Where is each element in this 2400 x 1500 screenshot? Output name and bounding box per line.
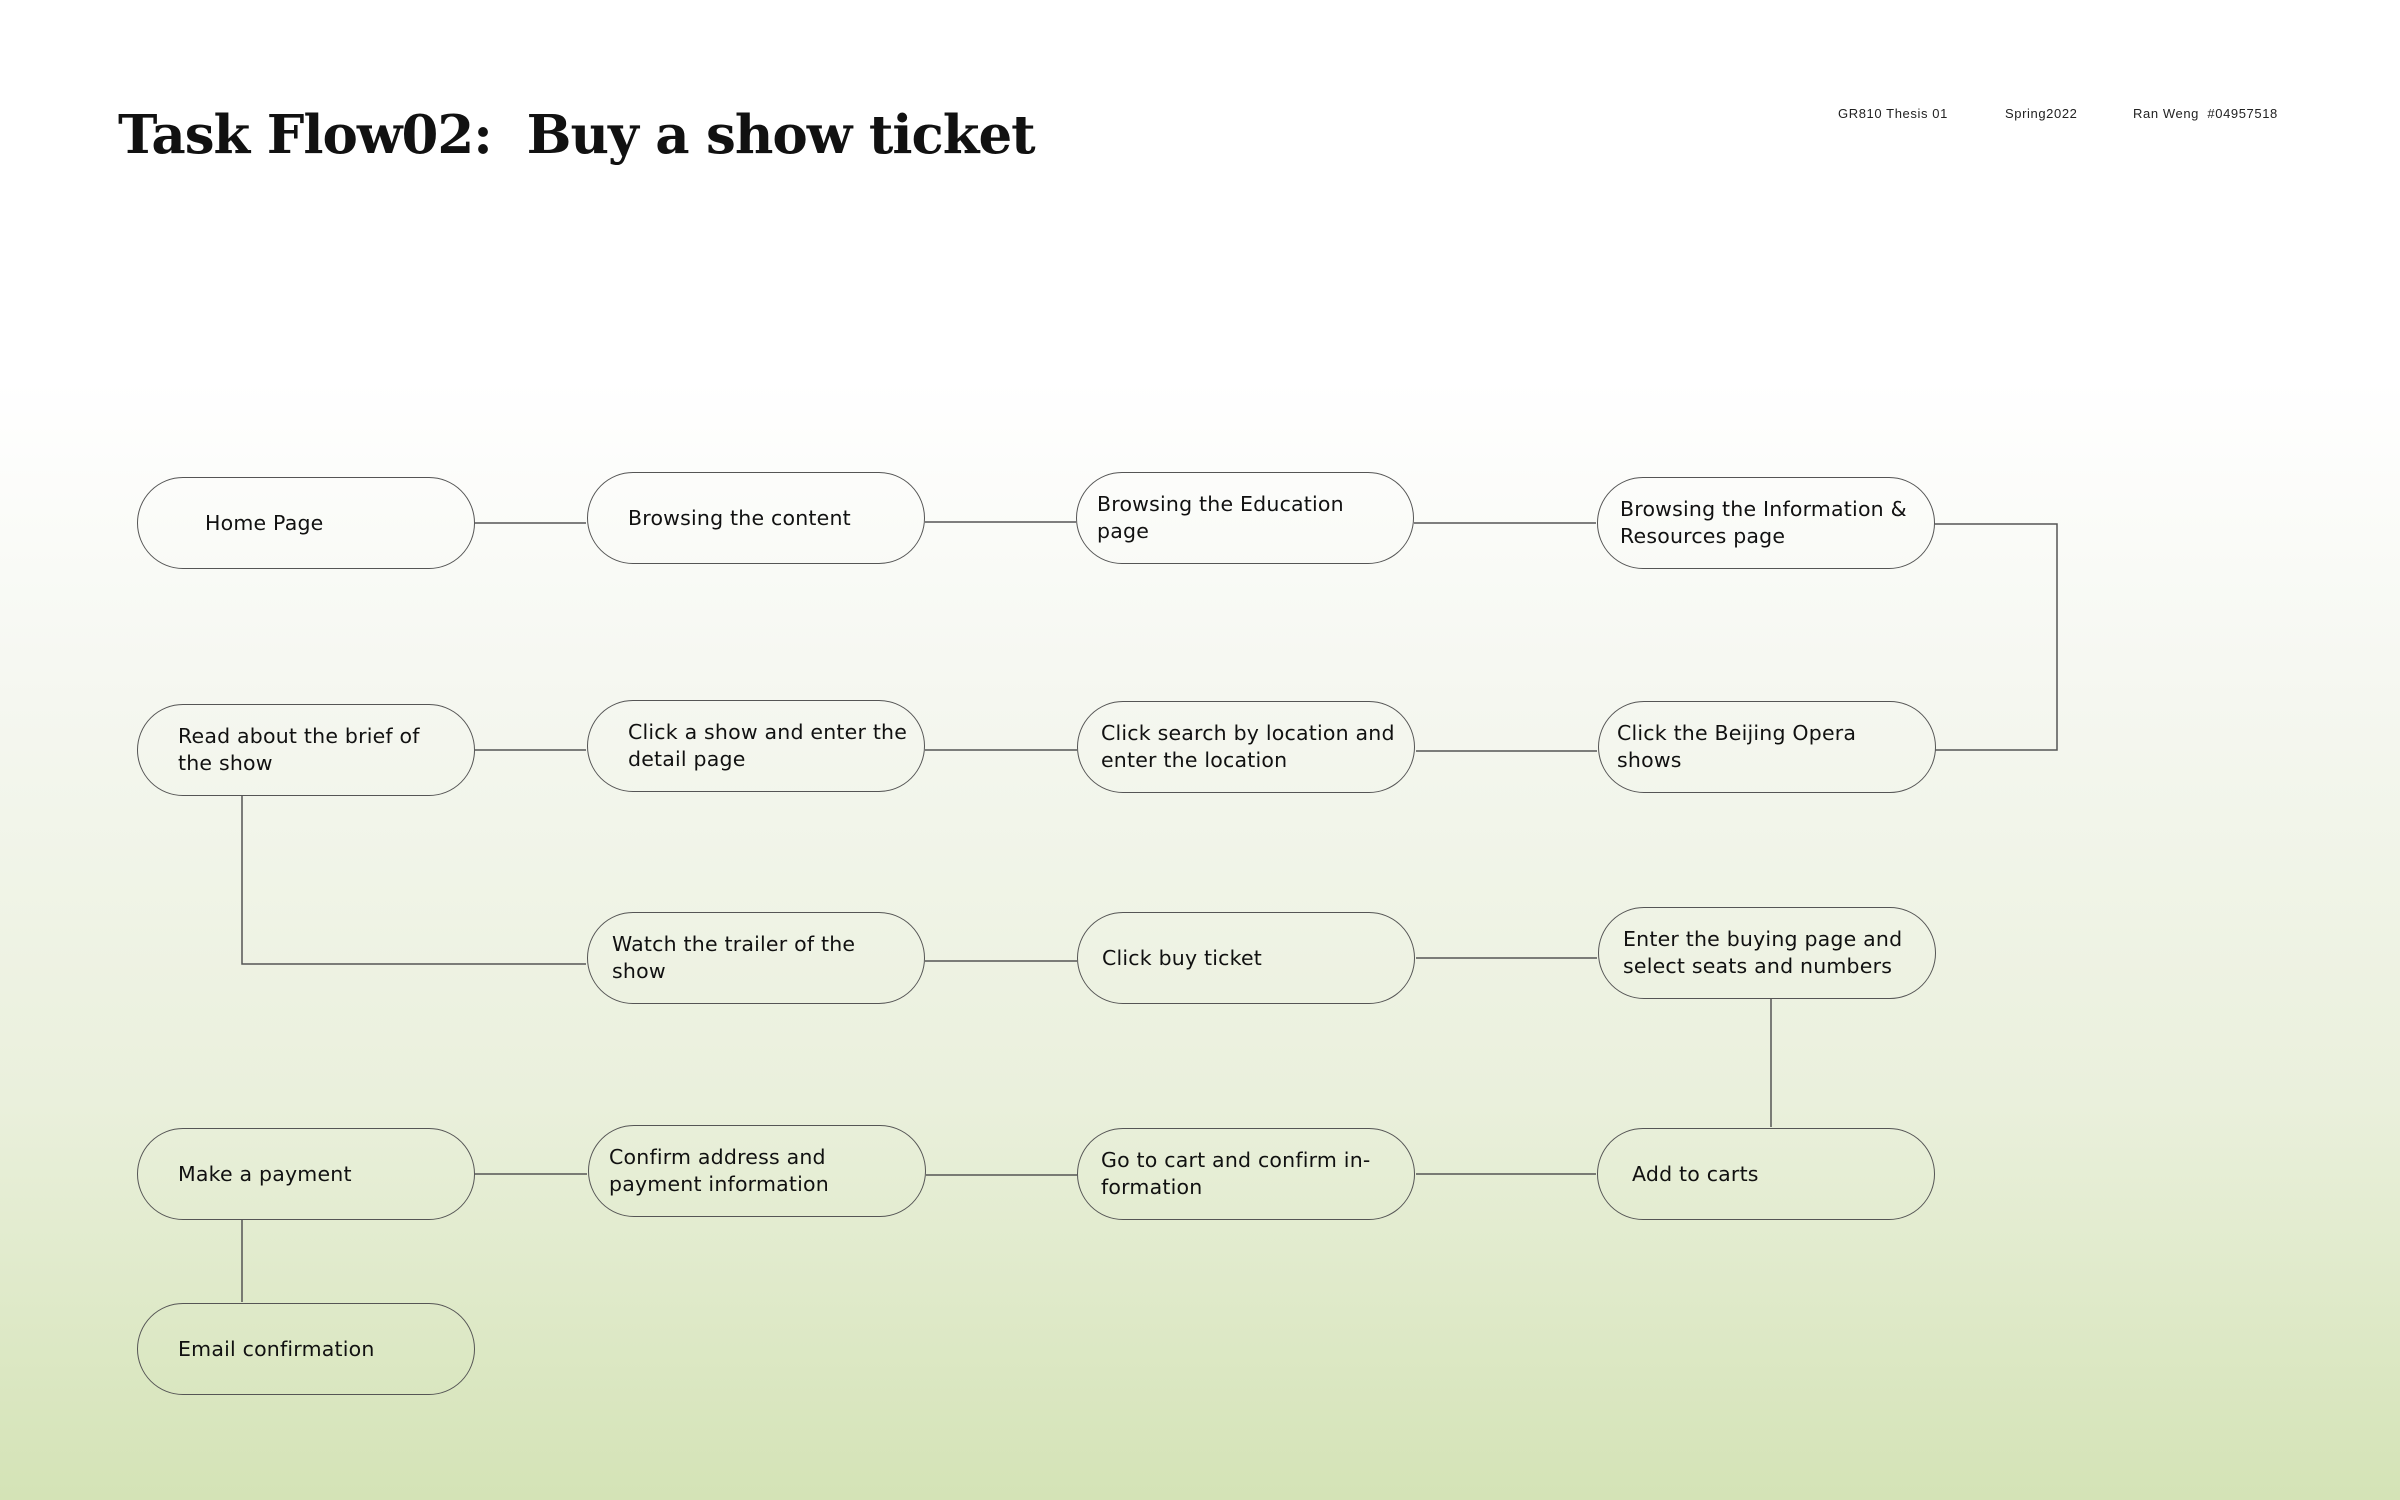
author-label: Ran Weng #04957518	[2133, 106, 2278, 121]
node-click-search-location	[1077, 701, 1415, 793]
node-label: Make a payment	[178, 1161, 352, 1186]
course-label: GR810 Thesis 01	[1838, 106, 1948, 121]
node-click-buy-ticket	[1077, 912, 1415, 1004]
node-label: Watch the trailer of the show	[612, 932, 856, 983]
link-info-beijing	[1935, 524, 2057, 750]
node-label: Click a show and enter the detail page	[628, 720, 908, 771]
node-read-brief	[137, 704, 475, 796]
node-label: Click search by location and enter the location	[1101, 721, 1395, 772]
page-title: Task Flow02: Buy a show ticket	[118, 104, 1035, 166]
node-label: Read about the brief of the show	[178, 724, 420, 775]
node-browsing-content	[587, 472, 925, 564]
node-home-page	[137, 477, 475, 569]
node-add-to-carts	[1597, 1128, 1935, 1220]
node-confirm-address-payment	[588, 1125, 926, 1217]
node-label: Email confirmation	[178, 1336, 375, 1361]
node-label: Go to cart and confirm in-formation	[1101, 1148, 1371, 1199]
node-browsing-education	[1076, 472, 1414, 564]
node-label: Click the Beijing Opera shows	[1617, 721, 1857, 772]
node-label: Confirm address and payment information	[609, 1145, 829, 1196]
node-enter-buying-page	[1598, 907, 1936, 999]
node-watch-trailer	[587, 912, 925, 1004]
node-label: Click buy ticket	[1102, 945, 1263, 970]
node-label: Browsing the Education page	[1097, 492, 1344, 543]
term-label: Spring2022	[2005, 106, 2078, 121]
node-email-confirmation	[137, 1303, 475, 1395]
link-brief-trailer	[242, 796, 586, 964]
node-label: Browsing the content	[628, 505, 851, 530]
node-go-to-cart	[1077, 1128, 1415, 1220]
node-make-payment	[137, 1128, 475, 1220]
node-label: Home Page	[205, 510, 324, 535]
node-click-beijing-opera	[1598, 701, 1936, 793]
node-label: Enter the buying page and select seats and numbers	[1623, 927, 1903, 978]
node-label: Add to carts	[1632, 1161, 1759, 1186]
node-label: Browsing the Information & Resources page	[1620, 497, 1907, 548]
node-click-show-detail	[587, 700, 925, 792]
node-browsing-info-resources	[1597, 477, 1935, 569]
